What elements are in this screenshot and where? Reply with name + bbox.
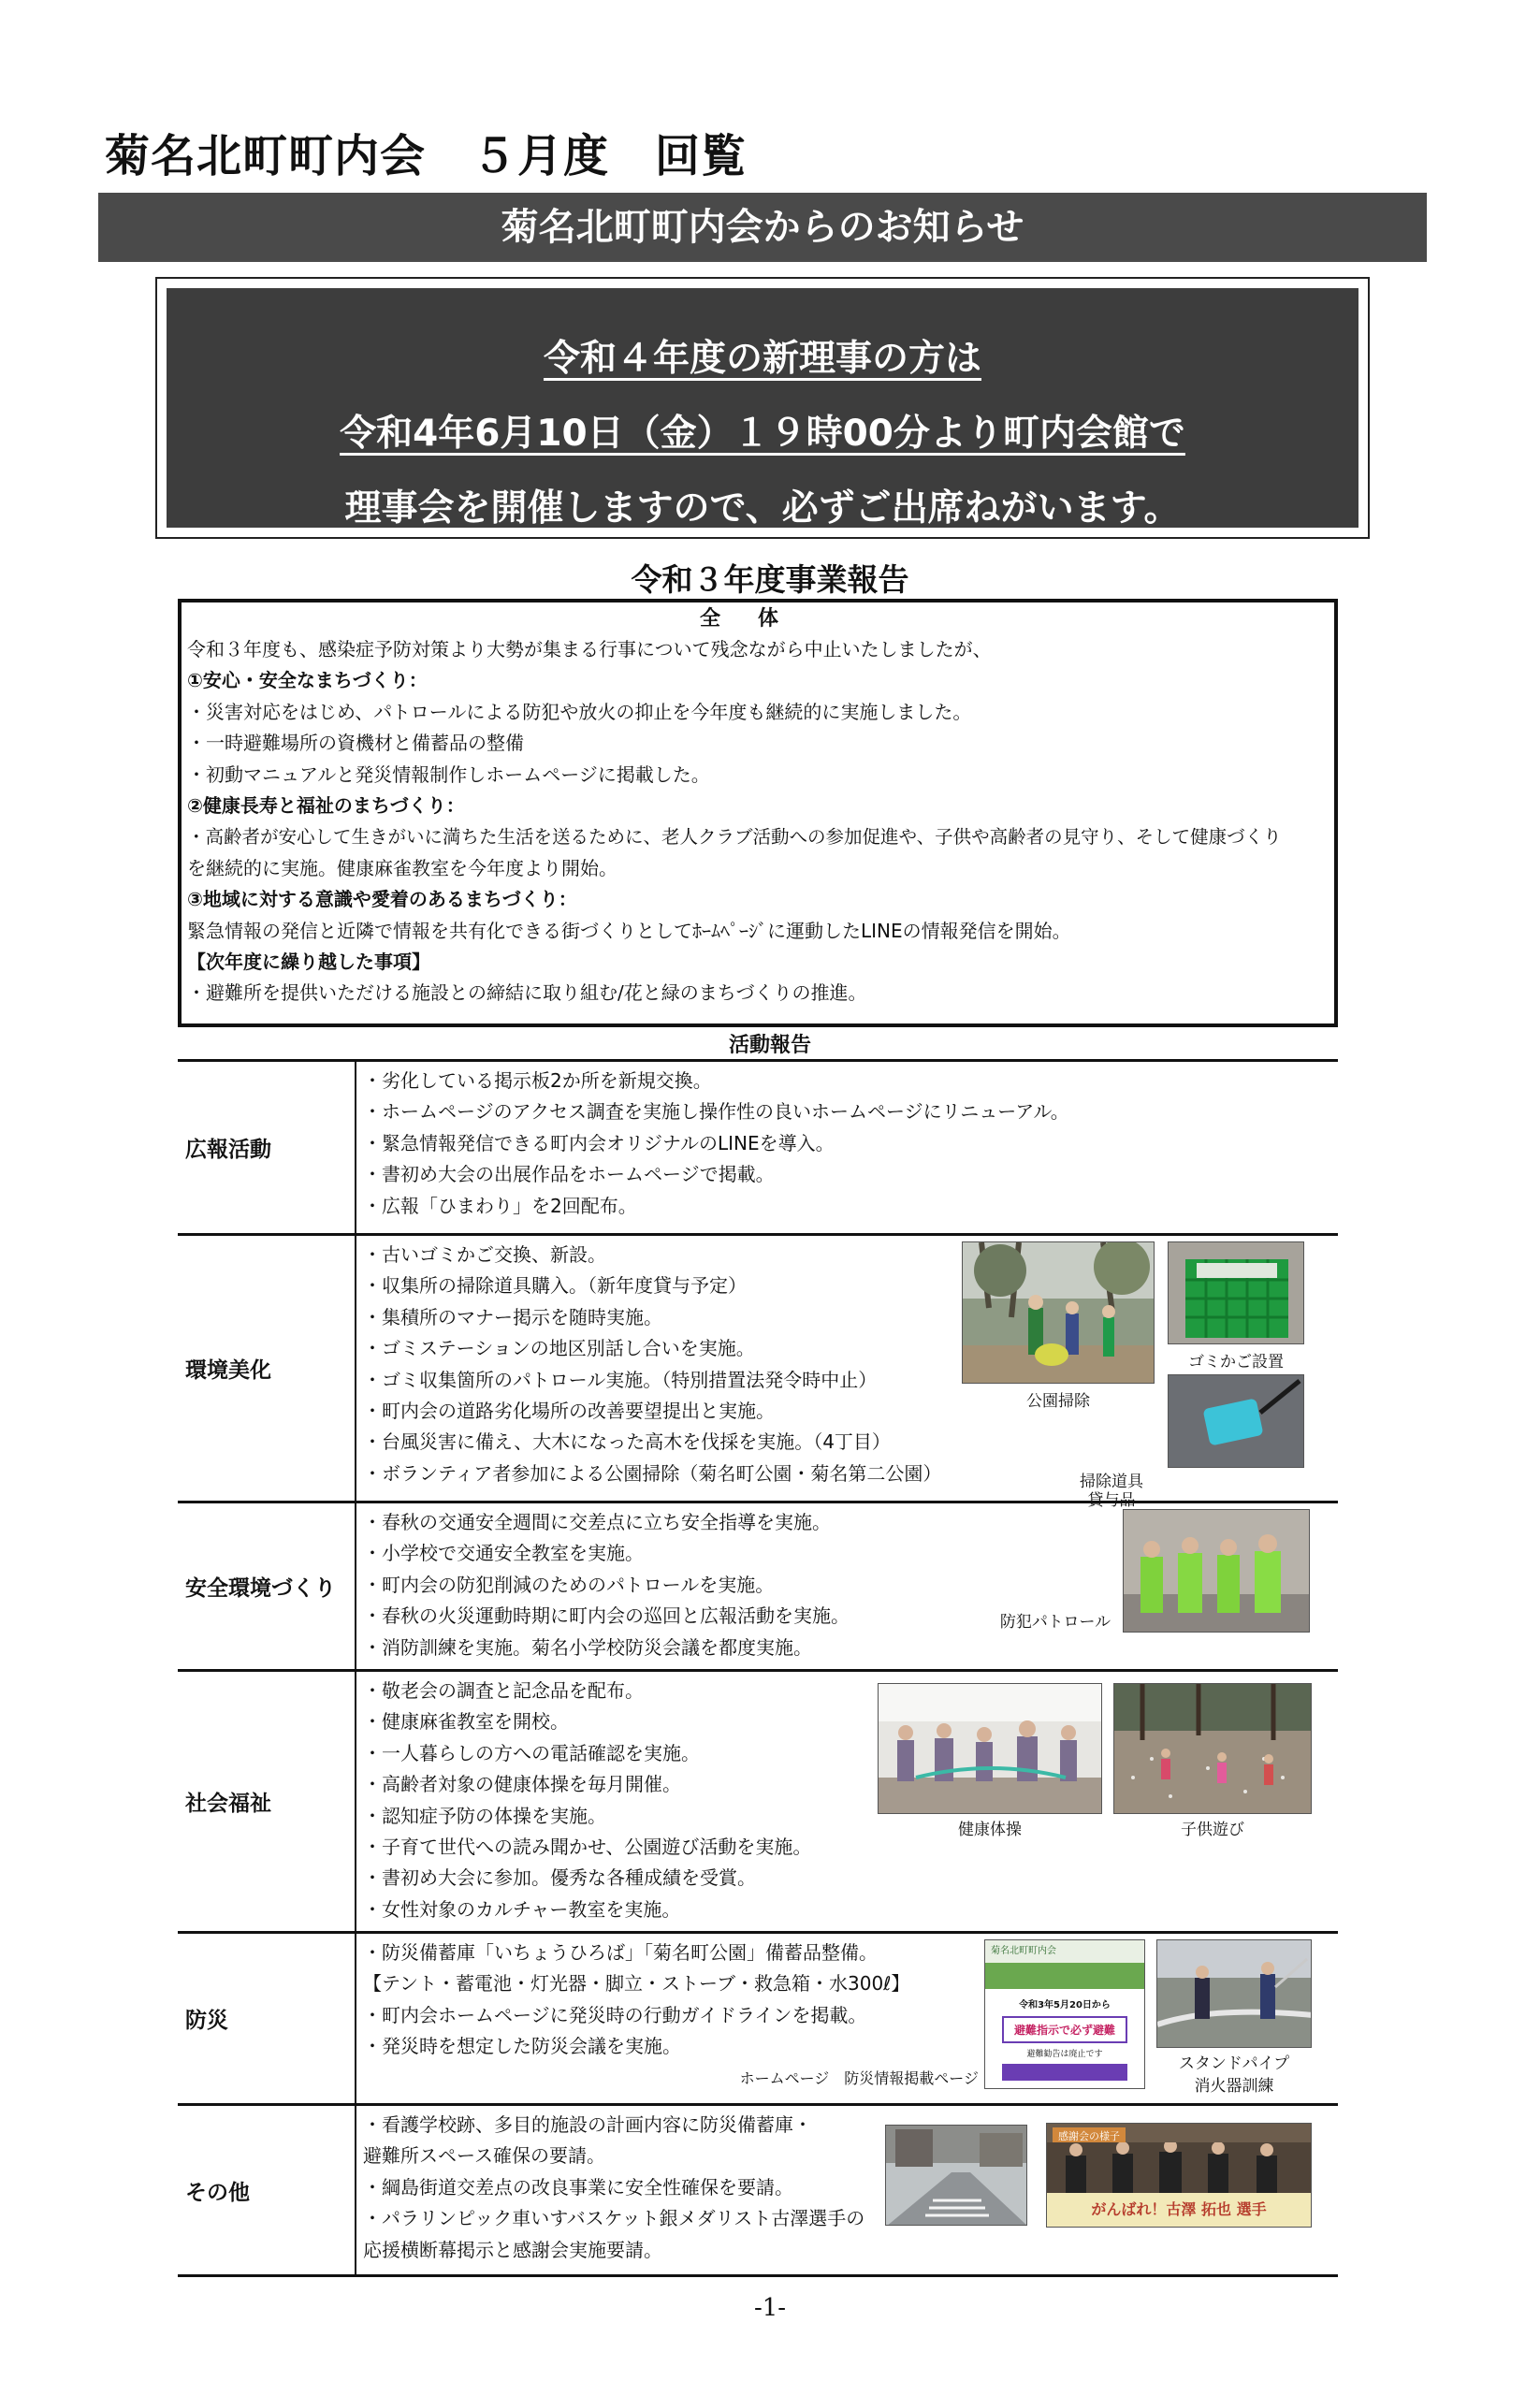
- activity-label: 安全環境づくり: [185, 1576, 336, 1601]
- standpipe-drill-photo: [1156, 1939, 1312, 2048]
- activity-label: 環境美化: [185, 1358, 271, 1383]
- activity-item: 避難所スペース確保の要請。: [363, 2144, 605, 2168]
- cleaning-tools-photo: [1168, 1374, 1304, 1468]
- garbage-basket-photo: [1168, 1241, 1304, 1344]
- activity-item: 【テント・蓄電池・灯光器・脚立・ストーブ・救急箱・水300ℓ】: [363, 1972, 910, 1996]
- activity-item: ・防災備蓄庫「いちょうひろば」「菊名町公園」備蓄品整備。: [363, 1941, 878, 1964]
- notice-line-2: 令和4年6月10日（金）１９時00分より町内会館で: [340, 413, 1185, 455]
- page-number: -1-: [753, 2294, 787, 2322]
- activity-item: ・集積所のマナー掲示を随時実施。: [363, 1305, 662, 1328]
- activity-item: 応援横断幕掲示と感謝会実施要請。: [363, 2238, 662, 2261]
- row-divider: [355, 2106, 356, 2274]
- activity-item: ・認知症予防の体操を実施。: [363, 1804, 606, 1827]
- activity-item: ・高齢者対象の健康体操を毎月開催。: [363, 1773, 681, 1796]
- activity-item: ・女性対象のカルチャー教室を実施。: [363, 1897, 681, 1921]
- activity-item: ・町内会の道路劣化場所の改善要望提出と実施。: [363, 1400, 775, 1423]
- photo-caption: 掃除道具: [1080, 1473, 1143, 1491]
- activity-items: [363, 1507, 850, 1663]
- photo-caption: 防犯パトロール: [999, 1613, 1111, 1632]
- activity-report-title: 活動報告: [728, 1034, 811, 1057]
- overall-line: ・一時避難場所の資機材と備蓄品の整備: [187, 732, 524, 755]
- activity-item: ・綱島街道交差点の改良事業に安全性確保を要請。: [363, 2175, 793, 2199]
- activity-item: ・パラリンピック車いすバスケット銀メダリスト古澤選手の: [363, 2207, 865, 2230]
- overall-section-heading: ①安心・安全なまちづくり：: [187, 669, 428, 692]
- activity-item: ・書初め大会に参加。優秀な各種成績を受賞。: [363, 1866, 756, 1890]
- activity-item: ・古いゴミかご交換、新設。: [363, 1243, 606, 1266]
- activity-row-environment: [178, 1233, 1338, 1510]
- intersection-photo: [885, 2125, 1027, 2226]
- overall-heading: 全体: [699, 607, 816, 631]
- activity-row-safety: [178, 1501, 1338, 1669]
- activity-item: ・町内会ホームページに発災時の行動ガイドラインを掲載。: [363, 2003, 867, 2026]
- notice-box: [155, 277, 1370, 539]
- activity-items: [363, 1066, 1069, 1222]
- row-divider: [355, 1062, 356, 1233]
- activity-items: [363, 1240, 941, 1489]
- photo-caption: ゴミかご設置: [1188, 1353, 1284, 1372]
- overall-section-heading: 【次年度に繰り越した事項】: [187, 951, 430, 974]
- photo-banner-text: がんばれ！古澤 拓也 選手: [1047, 2193, 1311, 2227]
- activity-row-welfare: [178, 1669, 1338, 1931]
- homepage-screenshot: [984, 1939, 1145, 2089]
- activity-item: ・ボランティア者参加による公園掃除（菊名町公園・菊名第二公園）: [363, 1461, 942, 1485]
- exercise-photo: [878, 1683, 1102, 1814]
- screenshot-date: 令和3年5月20日から: [1019, 2000, 1111, 2010]
- activity-label: その他: [185, 2180, 250, 2205]
- report-title: 令和３年度事業報告: [631, 561, 909, 598]
- screenshot-site-name: 菊名北町町内会: [985, 1940, 1144, 1963]
- activity-row-other: [178, 2103, 1338, 2277]
- overall-line: 令和３年度も、感染症予防対策より大勢が集まる行事について残念ながら中止いたしましたが、: [187, 638, 992, 660]
- activity-item: ・台風災害に備え、大木になった高木を伐採を実施。（4丁目）: [363, 1430, 891, 1454]
- activity-label: 広報活動: [185, 1138, 271, 1162]
- activity-item: ・劣化している掲示板2か所を新規交換。: [363, 1069, 712, 1092]
- notice-panel: [167, 288, 1358, 528]
- row-divider: [355, 1672, 356, 1931]
- row-divider: [355, 1236, 356, 1501]
- activity-item: ・春秋の交通安全週間に交差点に立ち安全指導を実施。: [363, 1511, 831, 1533]
- overall-line: 緊急情報の発信と近隣で情報を共有化できる街づくりとしてﾎｰﾑﾍﾟｰｼﾞに運動したLINEの情報発信を開始。: [187, 919, 1071, 942]
- overall-line: ・避難所を提供いただける施設との締結に取り組む/花と緑のまちづくりの推進。: [187, 981, 867, 1005]
- activity-item: ・収集所の掃除道具購入。（新年度貸与予定）: [363, 1274, 747, 1298]
- photo-tag: 感謝会の様子: [1053, 2127, 1126, 2144]
- notice-line-1: 令和４年度の新理事の方は: [543, 338, 981, 380]
- photo-caption: 消火器訓練: [1194, 2077, 1274, 2096]
- photo-caption: 健康体操: [958, 1821, 1022, 1839]
- overall-section-heading: ③地域に対する意識や愛着のあるまちづくり：: [187, 888, 577, 911]
- activity-row-disaster: [178, 1931, 1338, 2103]
- activity-item: ・ゴミ収集箇所のパトロール実施。（特別措置法発令時中止）: [363, 1368, 878, 1391]
- activity-item: ・一人暮らしの方への電話確認を実施。: [363, 1741, 700, 1764]
- screenshot-sub: 避難勧告は廃止です: [1026, 2050, 1103, 2059]
- crime-patrol-photo: [1123, 1509, 1310, 1633]
- activity-item: ・看護学校跡、多目的施設の計画内容に防災備蓄庫・: [363, 2113, 812, 2136]
- notice-banner: 菊名北町町内会からのお知らせ: [98, 193, 1427, 262]
- screenshot-headline: 避難指示で必ず避難: [1002, 2016, 1127, 2043]
- activity-item: ・発災時を想定した防災会議を実施。: [363, 2035, 681, 2058]
- activity-items: [363, 1676, 811, 1925]
- overall-section-heading: ②健康長寿と福祉のまちづくり：: [187, 794, 465, 818]
- activity-item: ・敬老会の調査と記念品を配布。: [363, 1679, 644, 1702]
- photo-caption: 貸与品: [1087, 1491, 1136, 1510]
- activity-item: ・健康麻雀教室を開校。: [363, 1710, 569, 1734]
- activity-label: 防災: [185, 2009, 228, 2033]
- activity-item: ・緊急情報発信できる町内会オリジナルのLINEを導入。: [363, 1131, 835, 1154]
- activity-item: ・消防訓練を実施。菊名小学校防災会議を都度実施。: [363, 1635, 812, 1659]
- document-title: 菊名北町町内会 ５月度 回覧: [105, 130, 748, 182]
- overall-line: を継続的に実施。健康麻雀教室を今年度より開始。: [187, 856, 617, 879]
- activity-item: ・ホームページのアクセス調査を実施し操作性の良いホームページにリニューアル。: [363, 1100, 1069, 1124]
- overall-line: ・高齢者が安心して生きがいに満ちた生活を送るために、老人クラブ活動への参加促進や、子供や高齢者の見守り、そして健康づくり: [187, 826, 1282, 849]
- overall-line: ・初動マニュアルと発災情報制作しホームページに掲載した。: [187, 762, 710, 786]
- photo-caption: ホームページ 防災情報掲載ページ: [739, 2069, 979, 2087]
- kids-play-photo: [1113, 1683, 1312, 1814]
- activity-item: ・春秋の火災運動時期に町内会の巡回と広報活動を実施。: [363, 1604, 850, 1628]
- activity-item: ・広報「ひまわり」を2回配布。: [363, 1194, 637, 1217]
- park-cleaning-photo: [962, 1241, 1155, 1384]
- activity-label: 社会福祉: [185, 1792, 271, 1816]
- row-divider: [355, 1934, 356, 2103]
- activity-item: ・書初め大会の出展作品をホームページで掲載。: [363, 1163, 775, 1186]
- activity-item: ・町内会の防犯削減のためのパトロールを実施。: [363, 1573, 775, 1596]
- activity-items: [363, 2110, 864, 2266]
- photo-caption: 公園掃除: [1026, 1392, 1090, 1411]
- overall-line: ・災害対応をはじめ、パトロールによる防犯や放火の抑止を今年度も継続的に実施しました。: [187, 700, 972, 723]
- overall-report-box: [178, 599, 1338, 1027]
- photo-caption: スタンドパイプ: [1178, 2054, 1290, 2073]
- activity-item: ・小学校で交通安全教室を実施。: [363, 1542, 644, 1565]
- row-divider: [355, 1503, 356, 1669]
- activity-items: [363, 1938, 909, 2063]
- photo-caption: 子供遊び: [1181, 1821, 1244, 1839]
- thanks-event-photo: [1046, 2123, 1312, 2228]
- activity-item: ・ゴミステーションの地区別話し合いを実施。: [363, 1337, 755, 1360]
- activity-row-pr: [178, 1059, 1338, 1233]
- notice-line-3: 理事会を開催しますので、必ずご出席ねがいます。: [344, 487, 1181, 530]
- activity-item: ・子育て世代への読み聞かせ、公園遊び活動を実施。: [363, 1836, 812, 1859]
